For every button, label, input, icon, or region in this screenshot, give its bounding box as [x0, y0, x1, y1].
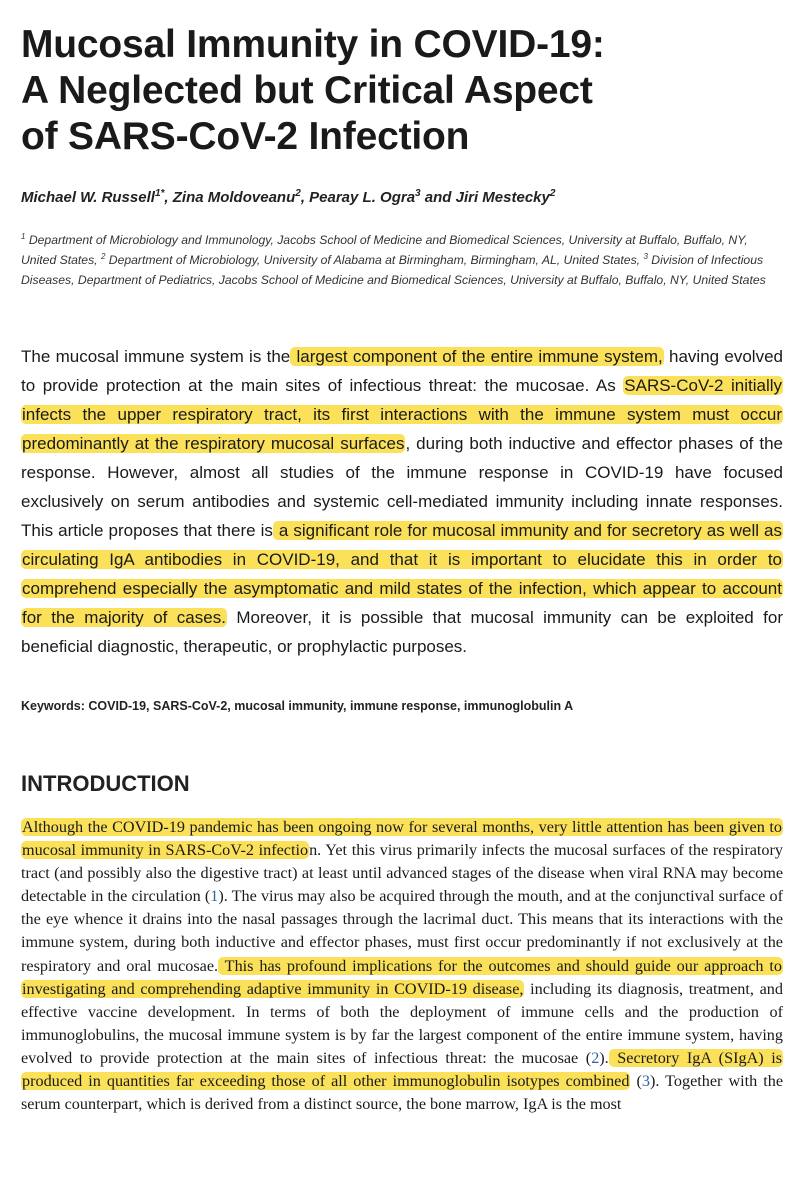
abstract-highlight: a significant role for mucosal immunity and for secretory as well as circulating IgA antibodies in COVID-19, and that it is important to elucidate this in order to comprehend especially the asymptomatic and mild states of the infection, which appear to account for the majority of cases. — [22, 521, 782, 627]
title-line-2: A Neglected but Critical Aspect — [21, 69, 593, 112]
body-highlight: Although the COVID-19 pandemic has been ongoing now for several months, very little attention has been given to mucosal immunity in SARS-CoV-2 infectio — [22, 818, 782, 860]
reference-link[interactable]: 1 — [210, 887, 219, 906]
author-name[interactable]: Pearay L. Ogra — [309, 189, 416, 206]
author-separator: , — [164, 189, 173, 206]
abstract-highlight: largest component of the entire immune system, — [291, 347, 663, 366]
reference-link[interactable]: 2 — [591, 1048, 600, 1067]
title-line-1: Mucosal Immunity in COVID-19: — [21, 23, 605, 66]
abstract — [21, 342, 783, 661]
author-affiliation-mark: 3 — [415, 188, 421, 199]
affiliation-text: Department of Microbiology and Immunology, Jacobs School of Medicine and Biomedical Sciences, University at Buffalo, Buffalo, NY, United States, — [21, 233, 748, 267]
author-affiliation-mark: 1* — [154, 188, 165, 199]
body-text: ). — [599, 1048, 609, 1067]
author-separator: , — [300, 189, 310, 206]
affiliations — [21, 230, 783, 290]
author-list — [21, 188, 783, 208]
keywords-label: Keywords: — [21, 699, 85, 713]
author-separator: and — [420, 189, 456, 206]
abstract-highlight: SARS-CoV-2 initially infects the upper respiratory tract, its first interactions with the immune system must occur predominantly at the respiratory mucosal surfaces — [22, 376, 782, 453]
author-name[interactable]: Michael W. Russell — [21, 189, 155, 206]
body-highlight: Secretory IgA (SIgA) is produced in quantities far exceeding those of all other immunoglobulin isotypes combined — [22, 1048, 782, 1091]
keywords — [21, 697, 783, 715]
author-name[interactable]: Jiri Mestecky — [455, 189, 550, 206]
body-text: ). The virus may also be acquired through the mouth, and at the conjunctival surface of the eye whence it drains into the nasal passages through the lacrimal duct. This means that its interactions with the immune system, during both inductive and effector phases, must first occur predominantly if not exclusively at the respiratory and oral mucosae. — [21, 887, 783, 975]
affiliation-text: Department of Microbiology, University of Alabama at Birmingham, Birmingham, AL, United States, — [105, 253, 644, 267]
abstract-text: having evolved to provide protection at the main sites of infectious threat: the mucosae. As — [21, 347, 783, 395]
affiliation-mark: 1 — [21, 232, 26, 241]
affiliation-mark: 2 — [100, 252, 106, 261]
section-heading-introduction: INTRODUCTION — [21, 771, 190, 796]
affiliation-text: Division of Infectious Diseases, Department of Pediatrics, Jacobs School of Medicine and Biomedical Sciences, University at Buffalo, Buffalo, NY, United States — [21, 253, 766, 287]
body-text: ). Together with the serum counterpart, which is derived from a distinct source, the bone marrow, IgA is the most — [21, 1072, 784, 1114]
author-name[interactable]: Zina Moldoveanu — [172, 189, 296, 206]
abstract-text: Moreover, it is possible that mucosal immunity can be exploited for beneficial diagnostic, therapeutic, or prophylactic purposes. — [21, 608, 783, 656]
keywords-list: COVID-19, SARS-CoV-2, mucosal immunity, immune response, immunoglobulin A — [84, 699, 574, 713]
author-affiliation-mark: 2 — [549, 188, 556, 199]
body-text: including its diagnosis, treatment, and effective vaccine development. In terms of both the deployment of immune cells and the production of immunoglobulins, the mucosal immune system is by far the largest component of the entire immune system, having evolved to provide protection at the main sites of infectious threat: the mucosae ( — [21, 979, 783, 1067]
abstract-text: , during both inductive and effector phases of the response. However, almost all studies of the immune response in COVID-19 have focused exclusively on serum antibodies and systemic cell-mediated immunity including innate responses. This article proposes that there is — [21, 434, 784, 540]
body-text: ( — [630, 1072, 642, 1091]
body-text: n. Yet this virus primarily infects the mucosal surfaces of the respiratory tract (and possibly also the digestive tract) at least until advanced stages of the disease when viral RNA may become detectable in the circulation ( — [21, 841, 783, 906]
article-title — [21, 22, 783, 160]
body-highlight: This has profound implications for the outcomes and should guide our approach to investigating and comprehending adaptive immunity in COVID-19 disease, — [22, 956, 782, 998]
abstract-text: The mucosal immune system is the — [21, 347, 291, 366]
introduction-paragraph — [21, 816, 783, 1116]
affiliation-mark: 3 — [643, 252, 648, 261]
reference-link[interactable]: 3 — [641, 1072, 650, 1091]
author-affiliation-mark: 2 — [295, 188, 301, 199]
title-line-3: of SARS-CoV-2 Infection — [21, 115, 470, 158]
